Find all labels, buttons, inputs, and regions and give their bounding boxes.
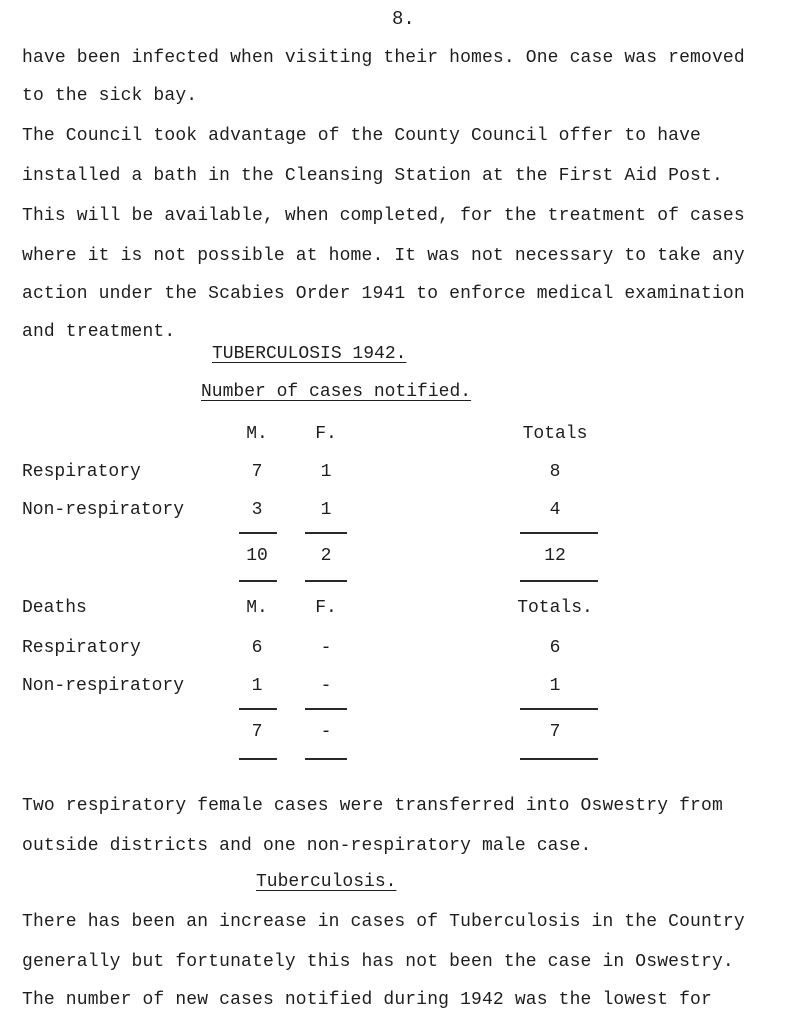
cases-row-label: Non-respiratory [22, 500, 185, 520]
cases-cell-f: 1 [320, 500, 332, 520]
cases-rule [305, 580, 347, 582]
deaths-rule [239, 758, 277, 760]
intro-line: This will be available, when completed, for the treatment of cases [22, 206, 745, 226]
deaths-rule [239, 708, 277, 710]
deaths-cell-total: 6 [549, 638, 561, 658]
deaths-row-label: Respiratory [22, 638, 141, 658]
cases-cell-m: 7 [251, 462, 263, 482]
cases-header-m: M. [246, 424, 268, 444]
intro-line: where it is not possible at home. It was not necessary to take any [22, 246, 745, 266]
deaths-cell-f: - [320, 676, 332, 696]
cases-cell-total: 4 [549, 500, 561, 520]
deaths-total-f: - [320, 722, 332, 742]
deaths-cell-total: 1 [549, 676, 561, 696]
deaths-total-total: 7 [549, 722, 561, 742]
deaths-header-m: M. [246, 598, 268, 618]
section-subtitle: Number of cases notified. [201, 382, 472, 402]
cases-header-f: F. [315, 424, 337, 444]
section-title: TUBERCULOSIS 1942. [212, 344, 407, 364]
deaths-cell-m: 1 [251, 676, 263, 696]
deaths-cell-f: - [320, 638, 332, 658]
intro-line: installed a bath in the Cleansing Station at the First Aid Post. [22, 166, 723, 186]
deaths-rule [520, 708, 598, 710]
cases-rule [239, 580, 277, 582]
cases-rule [520, 532, 598, 534]
deaths-rule [520, 758, 598, 760]
deaths-total-m: 7 [251, 722, 263, 742]
page-number: 8. [392, 8, 415, 30]
deaths-cell-m: 6 [251, 638, 263, 658]
intro-line: to the sick bay. [22, 86, 198, 106]
cases-cell-m: 3 [251, 500, 263, 520]
deaths-label: Deaths [22, 598, 87, 618]
closing-line: The number of new cases notified during 1942 was the lowest for [22, 990, 712, 1010]
cases-cell-f: 1 [320, 462, 332, 482]
intro-line: have been infected when visiting their homes. One case was removed [22, 48, 745, 68]
deaths-header-total: Totals. [517, 598, 593, 618]
cases-rule [305, 532, 347, 534]
cases-total-total: 12 [544, 546, 566, 566]
deaths-rule [305, 758, 347, 760]
cases-header-total: Totals [522, 424, 588, 444]
deaths-row-label: Non-respiratory [22, 676, 185, 696]
transfer-line: outside districts and one non-respiratory male case. [22, 836, 592, 856]
cases-rule [239, 532, 277, 534]
tuberculosis-heading: Tuberculosis. [256, 872, 397, 892]
intro-line: The Council took advantage of the County Council offer to have [22, 126, 702, 146]
cases-cell-total: 8 [549, 462, 561, 482]
intro-line: action under the Scabies Order 1941 to enforce medical examination [22, 284, 745, 304]
closing-line: generally but fortunately this has not been the case in Oswestry. [22, 952, 734, 972]
transfer-line: Two respiratory female cases were transferred into Oswestry from [22, 796, 723, 816]
closing-line: There has been an increase in cases of Tuberculosis in the Country [22, 912, 745, 932]
deaths-header-f: F. [315, 598, 337, 618]
intro-line: and treatment. [22, 322, 176, 342]
cases-row-label: Respiratory [22, 462, 141, 482]
deaths-rule [305, 708, 347, 710]
cases-rule [520, 580, 598, 582]
cases-total-f: 2 [320, 546, 332, 566]
cases-total-m: 10 [246, 546, 268, 566]
